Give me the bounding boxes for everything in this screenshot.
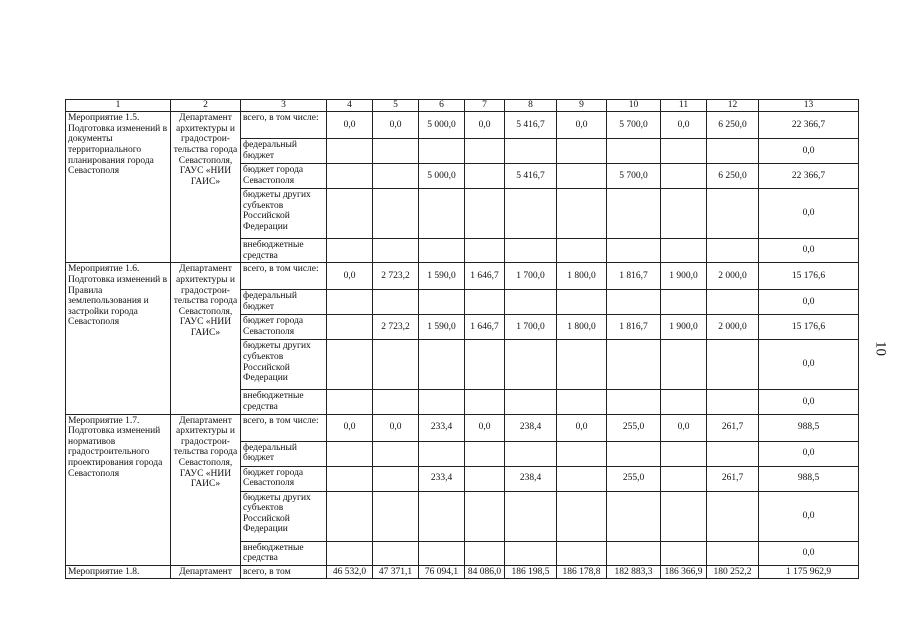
total-amount: 0,0	[759, 390, 859, 414]
year-amount: 255,0	[607, 414, 661, 441]
year-amount: 238,4	[505, 414, 557, 441]
year-amount	[607, 139, 661, 164]
total-amount: 15 176,6	[759, 315, 859, 340]
year-amount	[661, 189, 707, 239]
year-amount	[327, 239, 373, 263]
year-amount	[327, 189, 373, 239]
year-amount	[327, 139, 373, 164]
year-amount: 0,0	[373, 112, 419, 139]
year-amount	[465, 139, 505, 164]
header-row	[66, 100, 859, 112]
year-amount	[465, 189, 505, 239]
year-amount: 0,0	[373, 414, 419, 441]
year-amount	[465, 164, 505, 189]
year-amount	[607, 441, 661, 466]
total-amount: 0,0	[759, 491, 859, 541]
year-amount: 1 816,7	[607, 263, 661, 290]
total-amount: 0,0	[759, 340, 859, 390]
column-number: 7	[465, 100, 505, 112]
year-amount: 233,4	[419, 414, 465, 441]
total-amount: 988,5	[759, 466, 859, 491]
year-amount	[661, 340, 707, 390]
year-amount	[419, 541, 465, 565]
column-number: 3	[241, 100, 327, 112]
year-amount	[661, 290, 707, 315]
year-amount: 0,0	[557, 112, 607, 139]
year-amount: 1 900,0	[661, 315, 707, 340]
year-amount	[327, 466, 373, 491]
budget-table	[65, 99, 859, 579]
year-amount	[607, 491, 661, 541]
year-amount	[419, 189, 465, 239]
year-amount: 2 000,0	[707, 315, 759, 340]
total-amount: 988,5	[759, 414, 859, 441]
year-amount	[661, 390, 707, 414]
column-number: 4	[327, 100, 373, 112]
column-number: 12	[707, 100, 759, 112]
year-amount	[661, 164, 707, 189]
total-amount: 0,0	[759, 189, 859, 239]
year-amount	[373, 466, 419, 491]
year-amount	[373, 139, 419, 164]
year-amount: 0,0	[465, 414, 505, 441]
funding-source: всего, в том числе:	[241, 414, 327, 441]
year-amount	[327, 315, 373, 340]
year-amount	[505, 491, 557, 541]
year-amount	[661, 466, 707, 491]
column-number: 11	[661, 100, 707, 112]
year-amount	[327, 390, 373, 414]
funding-source: бюджеты других субъектов Российской Федерации	[241, 491, 327, 541]
year-amount	[661, 139, 707, 164]
year-amount	[505, 139, 557, 164]
funding-source: бюджеты других субъектов Российской Федерации	[241, 340, 327, 390]
year-amount	[505, 390, 557, 414]
year-amount	[327, 441, 373, 466]
total-amount: 22 366,7	[759, 164, 859, 189]
year-amount: 6 250,0	[707, 164, 759, 189]
year-amount	[373, 340, 419, 390]
year-amount	[373, 239, 419, 263]
funding-source: всего, в том числе:	[241, 263, 327, 290]
year-amount	[707, 189, 759, 239]
year-amount	[707, 390, 759, 414]
year-amount	[557, 390, 607, 414]
year-amount	[557, 541, 607, 565]
year-amount: 84 086,0	[465, 565, 505, 579]
year-amount	[505, 239, 557, 263]
total-amount: 22 366,7	[759, 112, 859, 139]
year-amount	[373, 390, 419, 414]
year-amount: 0,0	[557, 414, 607, 441]
year-amount	[557, 164, 607, 189]
year-amount	[707, 239, 759, 263]
year-amount: 5 416,7	[505, 112, 557, 139]
year-amount	[465, 290, 505, 315]
year-amount: 238,4	[505, 466, 557, 491]
year-amount	[557, 239, 607, 263]
year-amount: 233,4	[419, 466, 465, 491]
total-amount: 0,0	[759, 441, 859, 466]
year-amount	[661, 441, 707, 466]
activity-name: Мероприятие 1.8.	[66, 565, 171, 579]
year-amount	[373, 290, 419, 315]
column-number: 9	[557, 100, 607, 112]
total-amount: 15 176,6	[759, 263, 859, 290]
activity-total-row	[66, 112, 859, 139]
year-amount: 186 198,5	[505, 565, 557, 579]
year-amount	[607, 290, 661, 315]
funding-source: всего, в том числе:	[241, 112, 327, 139]
total-amount: 1 175 962,9	[759, 565, 859, 579]
year-amount	[465, 541, 505, 565]
year-amount	[607, 189, 661, 239]
year-amount: 0,0	[327, 112, 373, 139]
activity-name: Мероприятие 1.5. Подготовка изменений в документы территориального планирования города Севастополя	[66, 112, 171, 263]
year-amount	[661, 541, 707, 565]
year-amount: 1 646,7	[465, 263, 505, 290]
year-amount: 5 000,0	[419, 164, 465, 189]
year-amount	[505, 189, 557, 239]
year-amount: 5 700,0	[607, 112, 661, 139]
year-amount	[419, 139, 465, 164]
year-amount	[661, 491, 707, 541]
year-amount: 1 900,0	[661, 263, 707, 290]
funding-source: федеральный бюджет	[241, 441, 327, 466]
funding-source: внебюджетные средства	[241, 239, 327, 263]
funding-source: федеральный бюджет	[241, 290, 327, 315]
year-amount: 255,0	[607, 466, 661, 491]
year-amount: 1 590,0	[419, 263, 465, 290]
year-amount: 2 723,2	[373, 315, 419, 340]
funding-source: бюджет города Севастополя	[241, 315, 327, 340]
year-amount: 1 816,7	[607, 315, 661, 340]
year-amount: 186 366,9	[661, 565, 707, 579]
year-amount	[557, 139, 607, 164]
year-amount: 0,0	[465, 112, 505, 139]
year-amount: 1 646,7	[465, 315, 505, 340]
year-amount: 2 723,2	[373, 263, 419, 290]
activity-name: Мероприятие 1.7. Подготовка изменений нормативов градостроительного проектирования города Севастополя	[66, 414, 171, 565]
column-number: 1	[66, 100, 171, 112]
funding-source: всего, в том	[241, 565, 327, 579]
activity-total-row	[66, 565, 859, 579]
year-amount	[327, 164, 373, 189]
column-number: 13	[759, 100, 859, 112]
year-amount: 182 883,3	[607, 565, 661, 579]
year-amount	[607, 390, 661, 414]
year-amount: 0,0	[661, 112, 707, 139]
year-amount: 261,7	[707, 414, 759, 441]
total-amount: 0,0	[759, 290, 859, 315]
year-amount: 261,7	[707, 466, 759, 491]
year-amount: 180 252,2	[707, 565, 759, 579]
year-amount: 5 416,7	[505, 164, 557, 189]
executor: Департамент	[171, 565, 241, 579]
column-number: 2	[171, 100, 241, 112]
year-amount	[465, 441, 505, 466]
year-amount	[419, 390, 465, 414]
year-amount: 1 800,0	[557, 263, 607, 290]
year-amount	[465, 239, 505, 263]
year-amount: 0,0	[327, 414, 373, 441]
year-amount: 47 371,1	[373, 565, 419, 579]
year-amount: 1 590,0	[419, 315, 465, 340]
year-amount	[607, 239, 661, 263]
year-amount: 1 700,0	[505, 315, 557, 340]
year-amount	[707, 340, 759, 390]
year-amount	[607, 541, 661, 565]
year-amount	[661, 239, 707, 263]
year-amount	[505, 541, 557, 565]
year-amount: 5 700,0	[607, 164, 661, 189]
year-amount: 6 250,0	[707, 112, 759, 139]
year-amount	[419, 491, 465, 541]
year-amount: 0,0	[327, 263, 373, 290]
year-amount	[465, 340, 505, 390]
total-amount: 0,0	[759, 239, 859, 263]
year-amount	[505, 340, 557, 390]
year-amount	[373, 541, 419, 565]
year-amount	[419, 340, 465, 390]
year-amount	[419, 441, 465, 466]
year-amount: 1 700,0	[505, 263, 557, 290]
year-amount	[707, 541, 759, 565]
year-amount	[557, 441, 607, 466]
funding-source: федеральный бюджет	[241, 139, 327, 164]
year-amount	[557, 189, 607, 239]
funding-source: бюджет города Севастополя	[241, 164, 327, 189]
funding-source: бюджет города Севастополя	[241, 466, 327, 491]
year-amount	[327, 541, 373, 565]
year-amount	[557, 466, 607, 491]
year-amount	[707, 139, 759, 164]
year-amount	[373, 164, 419, 189]
funding-source: внебюджетные средства	[241, 541, 327, 565]
year-amount	[373, 491, 419, 541]
page-number: 10	[872, 341, 889, 356]
year-amount	[465, 466, 505, 491]
activity-name: Мероприятие 1.6. Подготовка изменений в Правила землепользования и застройки города Севастополя	[66, 263, 171, 414]
year-amount	[707, 290, 759, 315]
year-amount	[557, 340, 607, 390]
executor: Департамент архитектуры и градострои-тельства города Севастополя, ГАУС «НИИ ГАИС»	[171, 414, 241, 565]
funding-source: внебюджетные средства	[241, 390, 327, 414]
year-amount	[419, 239, 465, 263]
year-amount	[607, 340, 661, 390]
year-amount	[557, 290, 607, 315]
executor: Департамент архитектуры и градострои-тельства города Севастополя, ГАУС «НИИ ГАИС»	[171, 112, 241, 263]
year-amount: 0,0	[661, 414, 707, 441]
year-amount	[465, 491, 505, 541]
year-amount: 46 532,0	[327, 565, 373, 579]
column-number: 6	[419, 100, 465, 112]
year-amount	[505, 441, 557, 466]
total-amount: 0,0	[759, 139, 859, 164]
activity-total-row	[66, 263, 859, 290]
funding-source: бюджеты других субъектов Российской Федерации	[241, 189, 327, 239]
year-amount	[327, 340, 373, 390]
executor: Департамент архитектуры и градострои-тельства города Севастополя, ГАУС «НИИ ГАИС»	[171, 263, 241, 414]
year-amount	[373, 441, 419, 466]
year-amount	[327, 491, 373, 541]
year-amount	[707, 491, 759, 541]
column-number: 8	[505, 100, 557, 112]
year-amount	[557, 491, 607, 541]
year-amount: 1 800,0	[557, 315, 607, 340]
year-amount: 5 000,0	[419, 112, 465, 139]
total-amount: 0,0	[759, 541, 859, 565]
year-amount	[707, 441, 759, 466]
column-number: 5	[373, 100, 419, 112]
year-amount	[505, 290, 557, 315]
column-number: 10	[607, 100, 661, 112]
year-amount	[419, 290, 465, 315]
year-amount: 186 178,8	[557, 565, 607, 579]
year-amount: 2 000,0	[707, 263, 759, 290]
year-amount	[327, 290, 373, 315]
year-amount	[373, 189, 419, 239]
activity-total-row	[66, 414, 859, 441]
year-amount: 76 094,1	[419, 565, 465, 579]
year-amount	[465, 390, 505, 414]
